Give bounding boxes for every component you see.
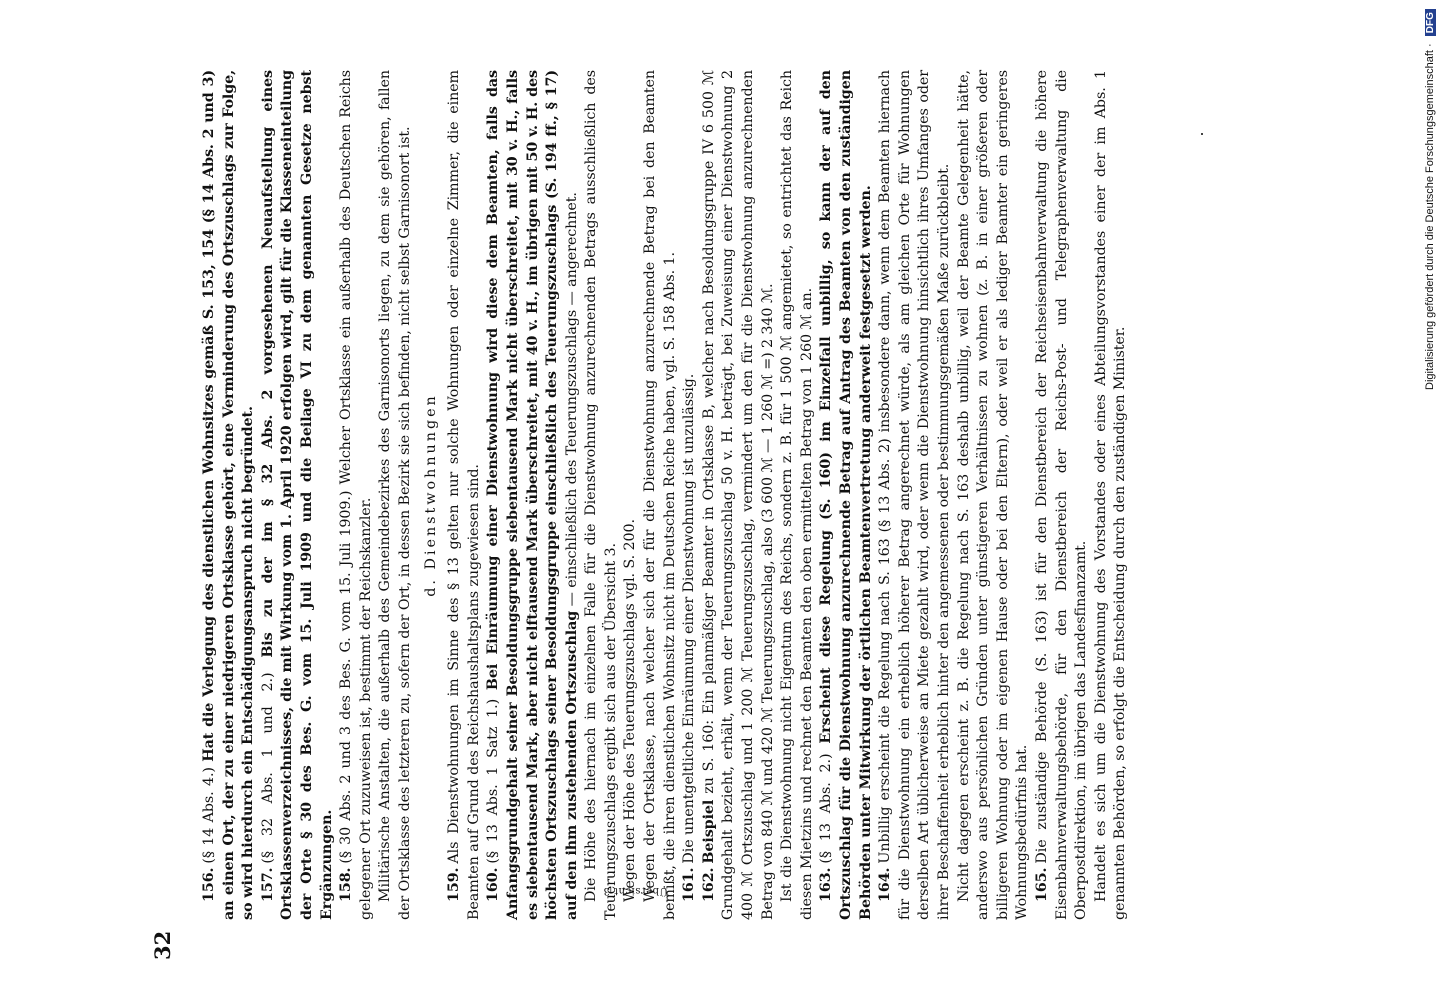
paragraph-text-post: zu S. 160: Ein planmäßiger Beamter in Ortsklasse B, welcher nach Besoldungsgruppe IV 6 500 ℳ Grundgehalt bezieht, erhält, wenn der Teuerungszuschlag 50 v. H. beträgt, bei Zuweisung einer Dienstwohnung 2 400 ℳ Ortszuschlag und 1 200 ℳ Teuerungszuschlag, vermindert um den für die Dienstwohnung anzurechnenden Betrag von 840 ℳ und 420 ℳ Teuerungszuschlag, also (3 600 ℳ — 1 260 ℳ =) 2 340 ℳ.: [700, 70, 776, 920]
paragraph: [1092, 70, 1131, 920]
paragraph: [778, 70, 817, 920]
dfg-credit-text: Digitalisierung gefördert durch die Deutsche Forschungsgemeinschaft ·: [1424, 43, 1436, 390]
page-number: 32: [150, 930, 175, 960]
paragraph-text-bold: Bis zu der im § 32 Abs. 2 vorgesehenen Neuaufstellung eines Ortsklassenverzeichnisses, die mit Wirkung vom 1. April 1920 erfolgen wird, gilt für die Klasseneinteilung der Orte § 30 des Bes. G. vom 15. Juli 1909 und die Beilage VI zu dem genannten Gesetze nebst Ergänzungen.: [259, 70, 335, 920]
paragraph: [680, 70, 700, 920]
paragraph-text-pre: Wegen der Ortsklasse, nach welcher sich der für die Dienstwohnung anzurechnende Betrag bei den Beamten bemißt, die ihren dienstlichen Wohnsitz nicht im Deutschen Reiche haben, vgl. S. 158 Abs. 1.: [642, 70, 678, 920]
paragraph-number: 164.: [877, 867, 894, 902]
paragraph: [641, 70, 680, 920]
paragraph: [621, 70, 641, 920]
paragraph-number: 157.: [259, 867, 276, 902]
paragraph-number: 160.: [485, 867, 502, 902]
paragraph-text-pre: (§ 13 Abs. 2.): [818, 743, 835, 864]
paragraph-text-pre: Handelt es sich um die Dienstwohnung des Vorstandes oder eines Abteilungsvorstandes einer der im Abs. 1 genannten Behörden, so erfolgt die Entscheidung durch den zuständigen Minister.: [1092, 70, 1129, 920]
margin-note: Übersicht 3: [603, 885, 668, 896]
paragraph: [876, 70, 954, 920]
paragraph-text-pre: Unbillig erscheint die Regelung nach S. 163 (§ 13 Abs. 2) insbesondere dann, wenn dem Beamten hiernach für die Dienstwohnung ein erheblich höherer Betrag angerechnet würde, als am gleichen Orte für Wohnungen derselben Art üblicherweise an Miete gezahlt wird, oder wenn die Dienstwohnung hinsichtlich ihres Umfanges oder ihrer Beschaffenheit erheblich hinter den angemessenen oder bestimmungsgemäßen Maße zurückbleibt.: [877, 70, 952, 920]
scan-speck: [1201, 133, 1203, 135]
paragraph-number: 156.: [201, 867, 217, 902]
paragraph: [445, 70, 484, 920]
paragraph-text-pre: Die zuständige Behörde (S. 163) ist für den Dienstbereich der Reichseisenbahnverwaltung die höhere Eisenbahnverwaltungsbehörde, für den Dienstbereich der Reichs-Post- und Telegraphenverwaltung die Oberpostdirektion, im übrigen das Landesfinanzamt.: [1033, 70, 1090, 920]
dfg-credit: [1424, 9, 1436, 390]
paragraph: [1033, 70, 1092, 920]
paragraph-number: 161.: [681, 867, 698, 902]
paragraph-text-post: — einschließlich des Teuerungszuschlags — angerechnet.: [563, 192, 580, 611]
paragraph: [200, 70, 259, 920]
paragraph-text-pre: Ist die Dienstwohnung nicht Eigentum des Reichs, sondern z. B. für 1 500 ℳ angemietet, so entrichtet das Reich diesen Mietzins und rechnet den Beamten den oben ermittelten Betrag von 1 260 ℳ an.: [779, 70, 815, 920]
paragraph: [337, 70, 376, 920]
paragraph-text-bold: Erscheint diese Regelung (S. 160) im Einzelfall unbillig, so kann der auf den Ortszuschlag für die Dienstwohnung anzurechnende Betrag auf Antrag des Beamten von den zuständigen Behörden unter Mitwirkung der örtlichen Beamtenvertretung anderweit festgesetzt werden.: [818, 70, 874, 920]
paragraph-number: 163.: [818, 867, 835, 902]
paragraph-number: 158.: [338, 867, 355, 902]
paragraph-text-pre: (§ 32 Abs. 1 und 2.): [259, 657, 276, 864]
paragraph-text-pre: (§ 14 Abs. 4.): [201, 761, 217, 864]
paragraph-number: 165.: [1033, 867, 1050, 902]
paragraph-text-pre: Wegen der Höhe des Teuerungszuschlags vgl. S. 200.: [622, 519, 639, 902]
rotated-page: [150, 60, 1140, 960]
paragraph-text-pre: Die Höhe des hiernach im einzelnen Falle für die Dienstwohnung anzurechnenden Betrags ausschließlich des Teuerungszuschlags ergibt sich aus der Übersicht 3.: [583, 70, 619, 920]
paragraph-text-bold: Bei Einräumung einer Dienstwohnung wird diese dem Beamten, falls das Anfangsgrundgehalt seiner Besoldungsgruppe siebentausend Mark nicht überschreitet, mit 30 v. H., falls es siebentausend Mark, aber nicht elftausend Mark überschreitet, mit 40 v. H., im übrigen mit 50 v. H. des höchsten Ortszuschlags seiner Besoldungsgruppe einschließlich des Teuerungszuschlags (S. 194 ff., § 17) auf den ihm zustehenden Ortszuschlag: [485, 69, 580, 920]
body-text: [200, 70, 1131, 920]
paragraph-text-pre: Als Dienstwohnungen im Sinne des § 13 gelten nur solche Wohnungen oder einzelne Zimmer, die einem Beamten auf Grund des Reichshaushaltsplans zugewiesen sind.: [446, 70, 482, 920]
paragraph: [582, 70, 621, 920]
paragraph-number: 162.: [700, 867, 717, 902]
paragraph: [484, 70, 582, 920]
paragraph-text-pre: (§ 30 Abs. 2 und 3 des Bes. G. vom 15. Juli 1909.) Welcher Ortsklasse ein außerhalb des Deutschen Reichs gelegener Ort zuzuweisen ist, bestimmt der Reichskanzler.: [338, 70, 374, 920]
paragraph-number: 159.: [446, 867, 463, 902]
paragraph-text-pre: Militärische Anstalten, die außerhalb des Gemeindebezirkes des Garnisonorts liegen, zu dem sie gehören, fallen der Ortsklasse des letzteren zu, sofern der Ort, in dessen Bezirk sie sich befinden, nicht selbst Garnisonort ist.: [377, 70, 413, 920]
section-heading: d. Dienstwohnungen: [422, 393, 439, 597]
paragraph-text-pre: (§ 13 Abs. 1 Satz 1.): [485, 690, 502, 864]
paragraph-text-pre: Nicht dagegen erscheint z. B. die Regelung nach S. 163 deshalb unbillig, weil der Beamte Gelegenheit hätte, anderswo aus persönlichen Gründen unter günstigeren Verhältnissen zu wohnen (z. B. in einer größeren oder billigeren Wohnung oder im eigenen Hause oder bei den Eltern), oder weil er als lediger Beamter ein geringeres Wohnungsbedürfnis hat.: [955, 70, 1031, 920]
paragraph: [376, 70, 415, 920]
paragraph-text-bold: Beispiel: [700, 799, 717, 864]
paragraph: [955, 70, 1033, 920]
paragraph: [817, 70, 876, 920]
dfg-logo: DFG: [1425, 9, 1436, 36]
paragraph: [700, 70, 778, 920]
paragraph: [259, 70, 337, 920]
paragraph-text-bold: Hat die Verlegung des dienstlichen Wohnsitzes gemäß S. 153, 154 (§ 14 Abs. 2 und 3) an einen Ort, der zu einer niedrigeren Ortsklasse gehört, eine Verminderung des Ortszuschlags zur Folge, so wird hierdurch ein Entschädigungsanspruch nicht begründet.: [201, 70, 257, 920]
paragraph-text-pre: Die unentgeltliche Einräumung einer Dienstwohnung ist unzulässig.: [681, 373, 698, 864]
